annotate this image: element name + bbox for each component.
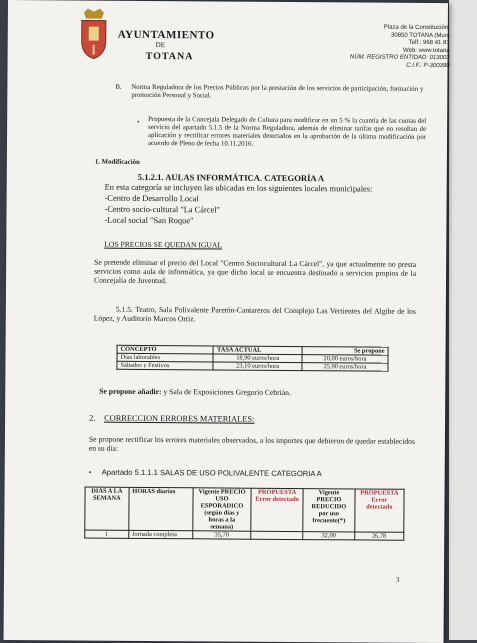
page-number: 3 bbox=[395, 575, 400, 584]
table-header-cell: PROPUESTA Error detectado bbox=[354, 489, 404, 532]
table-header-row bbox=[85, 487, 404, 532]
tarifas-table bbox=[116, 345, 388, 372]
address-line: 30850 TOTANA (Murc bbox=[391, 32, 450, 39]
table-row bbox=[117, 361, 388, 371]
propone-anadir-label: Se propone añadir: bbox=[99, 386, 162, 397]
org-de: DE bbox=[155, 41, 166, 50]
table-cell: 18,90 euros/hora bbox=[213, 354, 302, 363]
propone-anadir-text: y Sala de Exposiciones Gregorio Cebrián. bbox=[163, 387, 291, 397]
table-cell: 26,78 bbox=[354, 532, 403, 540]
apartado-heading: Apartado 5.1.1.1 SALAS DE USO POLIVALENTE CATEGORIA A bbox=[101, 467, 322, 479]
table-cell: Sábados y Festivos bbox=[117, 361, 213, 370]
local-item: -Local social "San Roque" bbox=[104, 215, 194, 226]
salas-table bbox=[84, 487, 404, 541]
address-line: Web: www.totana bbox=[403, 47, 450, 54]
table-header-cell: PROPUESTA Error detectado bbox=[251, 488, 304, 531]
adjacent-page-edge bbox=[449, 0, 477, 640]
proposal-paragraph: Propuesta de la Concejala Delegado de Cultura para modificar en un 5 % la cuantía de las cuotas del servicio del apartado 5.1.5 de la Norma Reguladora, además de eliminar tarifas que no resultan de aplicación y rectificar errores materiales detectados en la aprobación de la última modificación por acuerdo de Pleno de fecha 10.11.2016. bbox=[147, 115, 427, 148]
address-line: NÚM. REGISTRO ENTIDAD: 013003 bbox=[349, 54, 450, 62]
table-header-cell: CONCEPTO bbox=[117, 345, 213, 354]
table-cell: 25,00 euros/hora bbox=[302, 363, 388, 372]
aulas-intro: En esta categoría se incluyen las ubicadas en los siguientes locales municipales: bbox=[104, 182, 373, 194]
correccion-number: 2. bbox=[89, 413, 96, 423]
table-cell: 1 bbox=[85, 530, 129, 538]
org-title: AYUNTAMIENTO bbox=[117, 28, 215, 42]
teatro-heading: 5.1.5. Teatro, Sala Polivalente Paretón-Cantareros del Complejo Las Vertientes del Algibe de los López, y Auditorio Marcos Ortiz. bbox=[93, 304, 416, 324]
table-cell: Jornada completa bbox=[128, 530, 192, 538]
table-cell: 23,10 euros/hora bbox=[213, 362, 302, 371]
table-header-cell: HORAS diarias bbox=[128, 487, 193, 530]
correccion-text: Se propone rectificar los errores materiales observados, a los importes que debieron de quedar establecidos en su día: bbox=[88, 434, 415, 453]
section-b-letter: B. bbox=[115, 83, 122, 91]
precios-igual: LOS PRECIOS SE QUEDAN IGUAL bbox=[104, 239, 223, 250]
correccion-title: CORRECCION ERRORES MATERIALES: bbox=[104, 413, 255, 424]
address-line: Telf.: 968 41 81 bbox=[408, 39, 450, 47]
table-header-cell: TASA ACTUAL bbox=[213, 346, 302, 355]
table-cell bbox=[251, 531, 303, 539]
address-line: Plaza de la Constitución, bbox=[383, 24, 450, 32]
table-header-cell: DIAS A LA SEMANA bbox=[85, 487, 129, 530]
table-cell: 32,00 bbox=[303, 532, 354, 540]
table-header-cell: Se propone bbox=[302, 347, 388, 356]
document-page bbox=[4, 0, 448, 643]
coat-of-arms-icon bbox=[78, 8, 110, 60]
bullet-icon: • bbox=[137, 118, 140, 126]
local-item: -Centro de Desarrollo Local bbox=[104, 193, 199, 204]
section-modificacion: 1. Modificación bbox=[94, 158, 140, 166]
table-cell: 20,00 euros/hora bbox=[302, 355, 388, 364]
eliminar-paragraph: Se pretende eliminar el precio del Local "Centro Sociocultural La Cárcel", ya que actualmente no presta servicios como aula de informática, ya que dicho local se encuentra destinado a servicios propios de la Concejalía de Juventud. bbox=[94, 257, 417, 286]
table-header-cell: Vigente PRECIO REDUCIDO por uso frecuente(*) bbox=[303, 489, 355, 532]
table-cell: 35,70 bbox=[193, 531, 251, 539]
bullet-icon: • bbox=[88, 467, 92, 477]
local-item: -Centro socio-cultural "La Cárcel" bbox=[104, 204, 221, 215]
aulas-heading: 5.1.2.1. AULAS INFORMÁTICA. CATEGORÍA A bbox=[137, 171, 325, 184]
propone-anadir-line bbox=[99, 387, 291, 397]
org-city: TOTANA bbox=[145, 50, 194, 63]
address-line: C.I.F.: P-300390 bbox=[406, 62, 450, 70]
table-cell: Días laborables bbox=[117, 353, 213, 362]
section-b-text: Norma Reguladora de los Precios Públicos por la prestación de los servicios de participación, formación y promoción Personal y Social. bbox=[131, 83, 424, 100]
table-header-cell: Vigente PRECIO USO ESPORADICO (según días y horas a la semana) bbox=[193, 488, 251, 531]
table-row bbox=[85, 530, 404, 540]
address-block bbox=[350, 24, 450, 70]
